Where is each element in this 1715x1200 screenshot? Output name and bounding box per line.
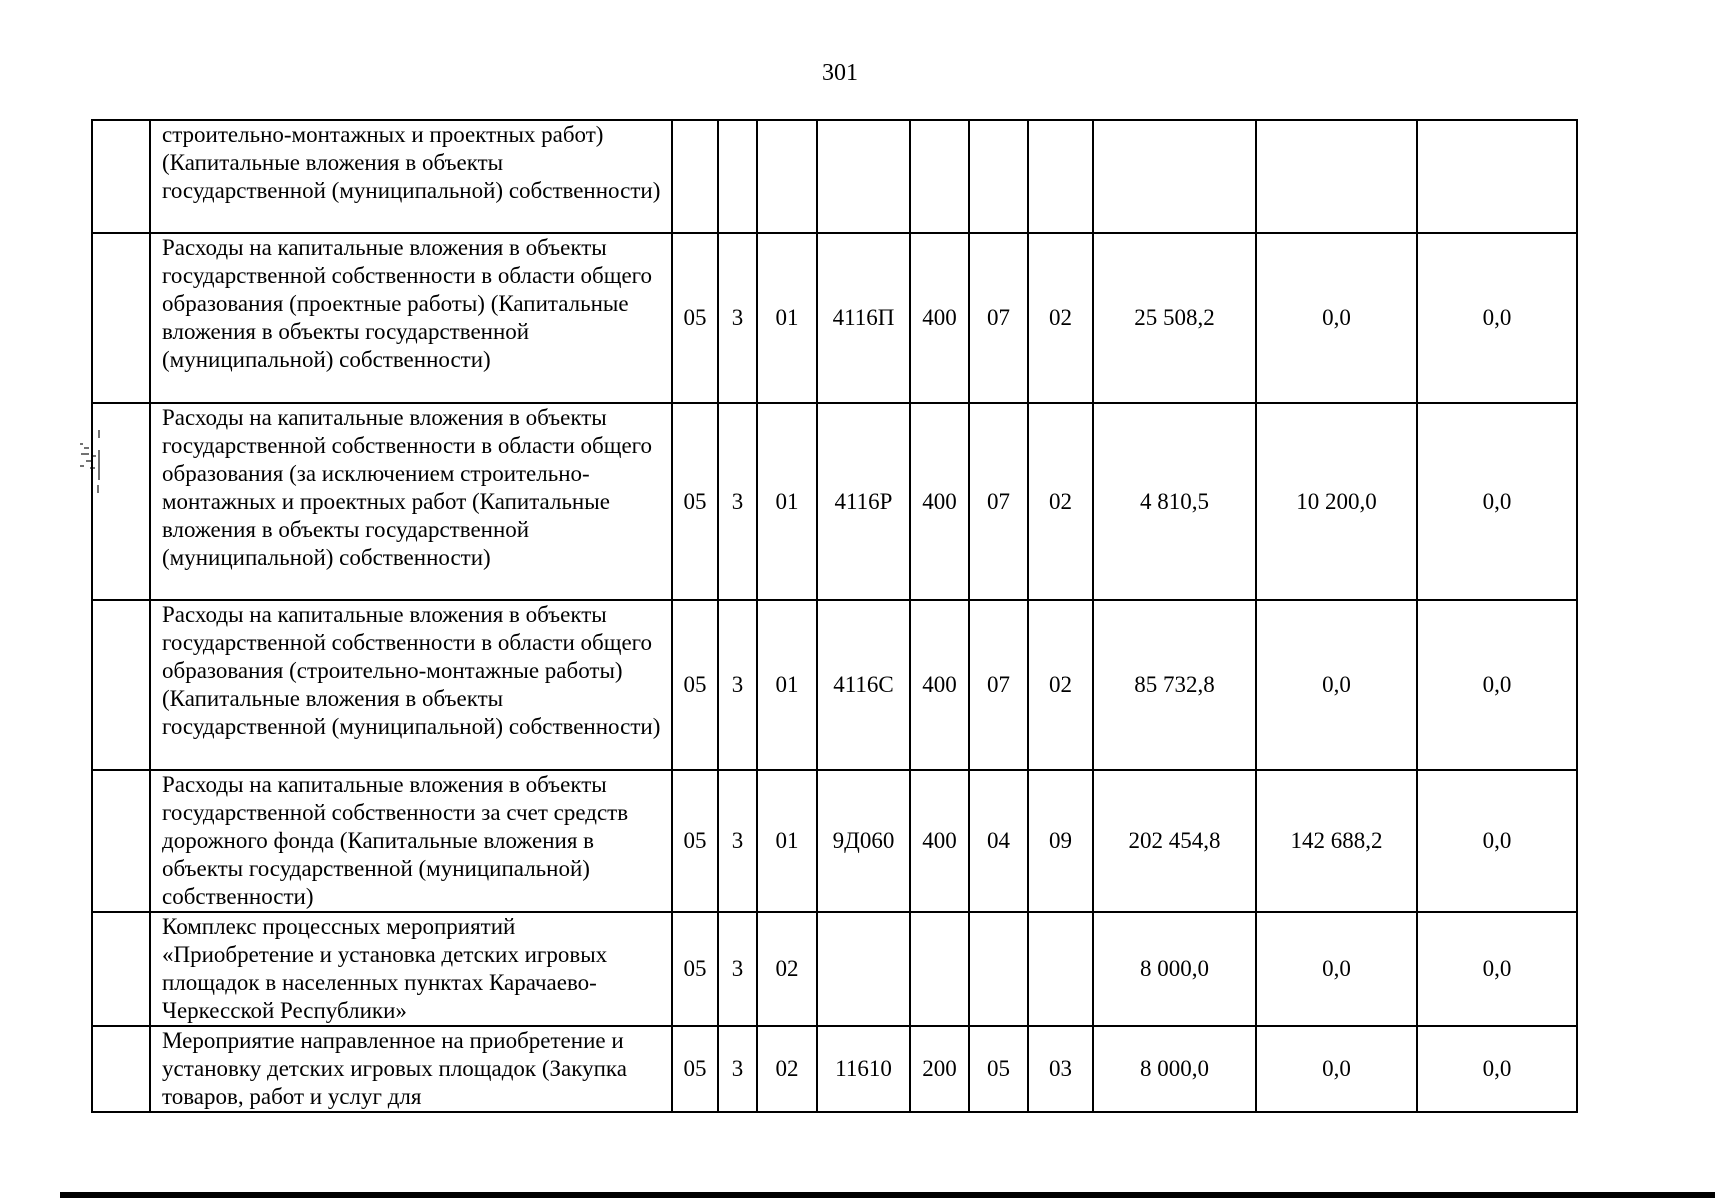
description-cell: Мероприятие направленное на приобретение и установку детских игровых площадок (Закупка товаров, работ и услуг для	[150, 1026, 672, 1112]
amount-cell: 85 732,8	[1093, 600, 1256, 770]
code-cell: 05	[672, 770, 718, 912]
code-cell: 01	[757, 233, 817, 403]
amount-cell: 0,0	[1256, 600, 1417, 770]
code-cell: 3	[718, 233, 757, 403]
description-cell: строительно-монтажных и проектных работ) (Капитальные вложения в объекты государственной (муниципальной) собственности)	[150, 120, 672, 233]
code-cell: 03	[1028, 1026, 1093, 1112]
amount-cell	[1093, 120, 1256, 233]
amount-cell: 0,0	[1417, 912, 1577, 1026]
table-row	[92, 403, 1577, 600]
code-cell: 02	[1028, 403, 1093, 600]
code-cell: 3	[718, 770, 757, 912]
code-cell: 04	[969, 770, 1028, 912]
code-cell	[969, 120, 1028, 233]
code-cell	[969, 912, 1028, 1026]
code-cell: 3	[718, 912, 757, 1026]
code-cell: 05	[672, 1026, 718, 1112]
code-cell: 05	[672, 912, 718, 1026]
amount-cell: 0,0	[1417, 233, 1577, 403]
amount-cell: 4 810,5	[1093, 403, 1256, 600]
table-row	[92, 912, 1577, 1026]
description-cell: Расходы на капитальные вложения в объекты государственной собственности в области общего образования (проектные работы) (Капитальные вложения в объекты государственной (муниципальной) собственности)	[150, 233, 672, 403]
table-row	[92, 600, 1577, 770]
code-cell	[672, 120, 718, 233]
table-row	[92, 1026, 1577, 1112]
code-cell: 01	[757, 600, 817, 770]
code-cell: 02	[1028, 600, 1093, 770]
description-cell: Расходы на капитальные вложения в объекты государственной собственности в области общего образования (строительно-монтажные работы) (Капитальные вложения в объекты государственной (муниципальной) собственности)	[150, 600, 672, 770]
code-cell: 400	[910, 770, 969, 912]
code-cell: 05	[672, 233, 718, 403]
code-cell: 3	[718, 1026, 757, 1112]
code-cell: 02	[757, 1026, 817, 1112]
table-row	[92, 233, 1577, 403]
bottom-scan-edge	[60, 1192, 1715, 1198]
description-cell: Расходы на капитальные вложения в объекты государственной собственности в области общего образования (за исключением строительно-монтажных и проектных работ (Капитальные вложения в объекты государственной (муниципальной) собственности)	[150, 403, 672, 600]
row-number-cell	[92, 120, 150, 233]
code-cell: 3	[718, 403, 757, 600]
code-cell: 07	[969, 233, 1028, 403]
code-cell: 3	[718, 600, 757, 770]
code-cell	[757, 120, 817, 233]
code-cell: 400	[910, 233, 969, 403]
code-cell: 4116П	[817, 233, 910, 403]
description-cell: Комплекс процессных мероприятий «Приобретение и установка детских игровых площадок в населенных пунктах Карачаево-Черкесской Республики»	[150, 912, 672, 1026]
row-number-cell	[92, 912, 150, 1026]
description-cell: Расходы на капитальные вложения в объекты государственной собственности за счет средств дорожного фонда (Капитальные вложения в объекты государственной (муниципальной) собственности)	[150, 770, 672, 912]
code-cell	[817, 120, 910, 233]
code-cell	[817, 912, 910, 1026]
amount-cell	[1256, 120, 1417, 233]
code-cell: 200	[910, 1026, 969, 1112]
code-cell	[1028, 120, 1093, 233]
amount-cell: 0,0	[1256, 233, 1417, 403]
amount-cell: 10 200,0	[1256, 403, 1417, 600]
amount-cell: 8 000,0	[1093, 912, 1256, 1026]
amount-cell: 8 000,0	[1093, 1026, 1256, 1112]
row-number-cell	[92, 403, 150, 600]
amount-cell: 0,0	[1256, 1026, 1417, 1112]
code-cell: 4116С	[817, 600, 910, 770]
amount-cell: 142 688,2	[1256, 770, 1417, 912]
amount-cell: 0,0	[1417, 600, 1577, 770]
code-cell: 4116Р	[817, 403, 910, 600]
row-number-cell	[92, 233, 150, 403]
code-cell: 05	[672, 600, 718, 770]
code-cell: 02	[757, 912, 817, 1026]
code-cell	[910, 912, 969, 1026]
amount-cell: 0,0	[1417, 403, 1577, 600]
row-number-cell	[92, 600, 150, 770]
code-cell	[910, 120, 969, 233]
code-cell: 07	[969, 403, 1028, 600]
code-cell: 400	[910, 600, 969, 770]
amount-cell: 202 454,8	[1093, 770, 1256, 912]
code-cell: 11610	[817, 1026, 910, 1112]
budget-table	[91, 119, 1578, 1113]
code-cell	[718, 120, 757, 233]
code-cell	[1028, 912, 1093, 1026]
code-cell: 01	[757, 403, 817, 600]
code-cell: 07	[969, 600, 1028, 770]
amount-cell: 0,0	[1417, 1026, 1577, 1112]
row-number-cell	[92, 1026, 150, 1112]
amount-cell: 25 508,2	[1093, 233, 1256, 403]
table-row	[92, 770, 1577, 912]
amount-cell	[1417, 120, 1577, 233]
code-cell: 02	[1028, 233, 1093, 403]
row-number-cell	[92, 770, 150, 912]
code-cell: 01	[757, 770, 817, 912]
code-cell: 09	[1028, 770, 1093, 912]
amount-cell: 0,0	[1417, 770, 1577, 912]
amount-cell: 0,0	[1256, 912, 1417, 1026]
page-number: 301	[822, 60, 858, 86]
code-cell: 9Д060	[817, 770, 910, 912]
table-row	[92, 120, 1577, 233]
code-cell: 05	[672, 403, 718, 600]
code-cell: 05	[969, 1026, 1028, 1112]
code-cell: 400	[910, 403, 969, 600]
